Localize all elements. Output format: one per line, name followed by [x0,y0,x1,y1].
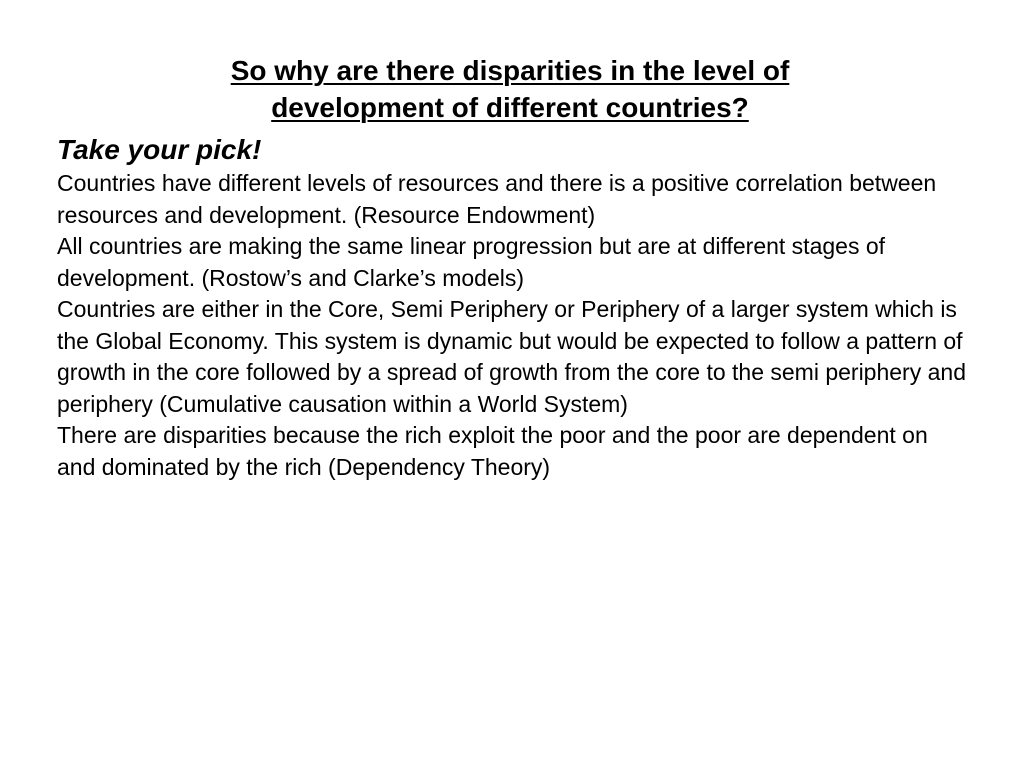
slide-subtitle: Take your pick! [57,134,262,165]
paragraph-linear-progression: All countries are making the same linear progression but are at different stages of development. (Rostow’s and Clarke’s models) [57,233,886,291]
slide-body [57,132,967,483]
paragraph-dependency-theory: There are disparities because the rich exploit the poor and the poor are dependent on and dominated by the rich (Dependency Theory) [57,422,928,480]
slide-title-line-2: development of different countries? [271,92,749,123]
paragraph-resource-endowment: Countries have different levels of resources and there is a positive correlation between resources and development. (Resource Endowment) [57,170,937,228]
paragraph-world-system: Countries are either in the Core, Semi Periphery or Periphery of a larger system which is the Global Economy. This system is dynamic but would be expected to follow a pattern of growth in the core followed by a spread of growth from the core to the semi periphery and periphery (Cumulative causation within a World System) [57,296,966,417]
slide-title [150,52,870,126]
slide-title-line-1: So why are there disparities in the level of [230,55,790,86]
